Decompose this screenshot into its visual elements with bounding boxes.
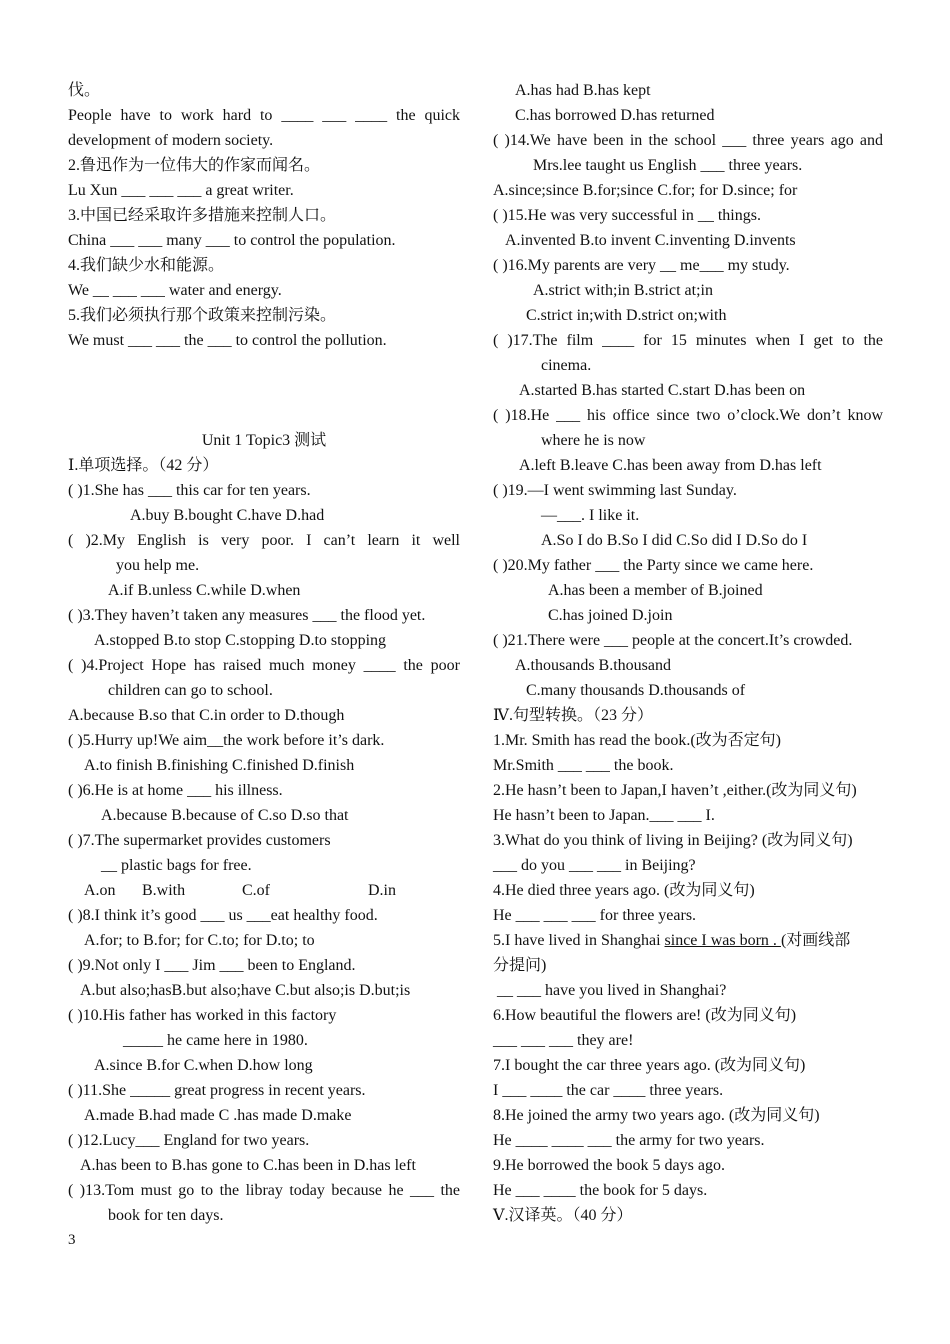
transform-answer: __ ___ have you lived in Shanghai?	[497, 982, 727, 999]
question: ( )17.The film ____ for 15 minutes when I get to the	[493, 332, 883, 349]
question: ( )8.I think it’s good ___ us ___eat healthy food.	[68, 907, 378, 924]
answer-options: C.strict in;with D.strict on;with	[526, 307, 727, 324]
answer-options: A.started B.has started C.start D.has been on	[519, 382, 806, 399]
transform-question: 2.He hasn’t been to Japan,I haven’t ,either.(改为同义句)	[493, 782, 857, 799]
question: ( )21.There were ___ people at the concert.It’s crowded.	[493, 632, 853, 649]
transform-question: 3.What do you think of living in Beijing? (改为同义句)	[493, 832, 853, 849]
transform-answer: ___ do you ___ ___ in Beijing?	[493, 857, 696, 874]
text-line: People have to work hard to ____ ___ ____ the quick	[68, 107, 460, 124]
question: ( )18.He ___ his office since two o’clock.We don’t know	[493, 407, 883, 424]
question: ( )19.—I went swimming last Sunday.	[493, 482, 737, 499]
answer-options: A.since;since B.for;since C.for; for D.since; for	[493, 182, 798, 199]
question-continuation: __ plastic bags for free.	[101, 857, 252, 874]
question: ( )4.Project Hope has raised much money ____ the poor	[68, 657, 460, 674]
question-text: 5.I have lived in Shanghai	[493, 932, 665, 949]
answer-options: A.has been to B.has gone to C.has been in D.has left	[80, 1157, 416, 1174]
question: ( )2.My English is very poor. I can’t learn it well	[68, 532, 460, 549]
question: ( )15.He was very successful in __ things.	[493, 207, 761, 224]
transform-question: 6.How beautiful the flowers are! (改为同义句)	[493, 1007, 797, 1024]
text-line: 4.我们缺少水和能源。	[68, 257, 225, 274]
question-continuation: book for ten days.	[108, 1207, 224, 1224]
question: ( )16.My parents are very __ me___ my study.	[493, 257, 790, 274]
answer-options: C.has joined D.join	[548, 607, 673, 624]
question: ( )14.We have been in the school ___ three years ago and	[493, 132, 883, 149]
transform-question: 4.He died three years ago. (改为同义句)	[493, 882, 755, 899]
question: ( )7.The supermarket provides customers	[68, 832, 331, 849]
answer-options: A.left B.leave C.has been away from D.has left	[519, 457, 822, 474]
option: C.of	[242, 882, 270, 899]
right-column	[493, 78, 883, 1228]
text-line: 3.中国已经采取许多措施来控制人口。	[68, 207, 337, 224]
text-line: 5.我们必须执行那个政策来控制污染。	[68, 307, 337, 324]
answer-options: A.but also;hasB.but also;have C.but also;is D.but;is	[80, 982, 411, 999]
section-heading: Ⅴ.汉译英。（40 分）	[493, 1207, 633, 1224]
answer-options	[68, 878, 460, 903]
text-line: China ___ ___ many ___ to control the population.	[68, 232, 396, 249]
text-line: 2.鲁迅作为一位伟大的作家而闻名。	[68, 157, 321, 174]
transform-question: 7.I bought the car three years ago. (改为同义句)	[493, 1057, 806, 1074]
answer-options: A.has been a member of B.joined	[548, 582, 763, 599]
transform-answer: I ___ ____ the car ____ three years.	[493, 1082, 724, 1099]
question: ( )6.He is at home ___ his illness.	[68, 782, 283, 799]
test-title: Unit 1 Topic3 测试	[201, 432, 327, 449]
question: ( )5.Hurry up!We aim__the work before it’s dark.	[68, 732, 385, 749]
left-column	[68, 78, 460, 1228]
underlined-phrase: since I was born .	[664, 932, 781, 949]
spacer	[68, 353, 460, 428]
answer-options: A.So I do B.So I did C.So did I D.So do I	[541, 532, 808, 549]
question: ( )10.His father has worked in this factory	[68, 1007, 337, 1024]
question-continuation: cinema.	[541, 357, 592, 374]
text-line: 伐。	[68, 82, 101, 99]
answer-options: A.because B.so that C.in order to D.though	[68, 707, 345, 724]
question-continuation: 分提问)	[493, 957, 547, 974]
question: ( )20.My father ___ the Party since we came here.	[493, 557, 814, 574]
option: A.on	[84, 882, 116, 899]
answer-options: C.many thousands D.thousands of	[526, 682, 746, 699]
text-line: We must ___ ___ the ___ to control the pollution.	[68, 332, 387, 349]
text-line: Lu Xun ___ ___ ___ a great writer.	[68, 182, 294, 199]
answer-options: A.strict with;in B.strict at;in	[533, 282, 713, 299]
transform-question: 1.Mr. Smith has read the book.(改为否定句)	[493, 732, 781, 749]
answer-options: A.since B.for C.when D.how long	[94, 1057, 313, 1074]
question-continuation: _____ he came here in 1980.	[123, 1032, 308, 1049]
transform-question	[493, 928, 883, 953]
question-continuation: —___. I like it.	[541, 507, 640, 524]
question: ( )3.They haven’t taken any measures ___ the flood yet.	[68, 607, 426, 624]
answer-options: C.has borrowed D.has returned	[515, 107, 715, 124]
answer-options: A.invented B.to invent C.inventing D.invents	[505, 232, 796, 249]
answer-options: A.buy B.bought C.have D.had	[130, 507, 325, 524]
question: ( )13.Tom must go to the libray today because he ___ the	[68, 1182, 460, 1199]
question-continuation: you help me.	[116, 557, 200, 574]
question-instruction: (对画线部	[780, 932, 851, 949]
question: ( )12.Lucy___ England for two years.	[68, 1132, 310, 1149]
question: ( )1.She has ___ this car for ten years.	[68, 482, 311, 499]
section-heading: Ⅰ.单项选择。（42 分）	[68, 457, 219, 474]
answer-options: A.stopped B.to stop C.stopping D.to stopping	[94, 632, 387, 649]
text-line: We __ ___ ___ water and energy.	[68, 282, 282, 299]
answer-options: A.if B.unless C.while D.when	[108, 582, 301, 599]
page-number: 3	[68, 1232, 76, 1248]
question-continuation: children can go to school.	[108, 682, 273, 699]
transform-question: 8.He joined the army two years ago. (改为同义句)	[493, 1107, 820, 1124]
question-continuation: Mrs.lee taught us English ___ three years.	[533, 157, 803, 174]
answer-options: A.because B.because of C.so D.so that	[101, 807, 349, 824]
answer-options: A.thousands B.thousand	[515, 657, 671, 674]
transform-answer: He ___ ____ the book for 5 days.	[493, 1182, 708, 1199]
transform-answer: He ___ ___ ___ for three years.	[493, 907, 697, 924]
question: ( )9.Not only I ___ Jim ___ been to England.	[68, 957, 356, 974]
transform-question: 9.He borrowed the book 5 days ago.	[493, 1157, 725, 1174]
transform-answer: He hasn’t been to Japan.___ ___ I.	[493, 807, 715, 824]
transform-answer: He ____ ____ ___ the army for two years.	[493, 1132, 765, 1149]
question-continuation: where he is now	[541, 432, 646, 449]
answer-options: A.for; to B.for; for C.to; for D.to; to	[84, 932, 315, 949]
option: B.with	[142, 882, 186, 899]
answer-options: A.to finish B.finishing C.finished D.finish	[84, 757, 355, 774]
answer-options: A.has had B.has kept	[515, 82, 651, 99]
text-line: development of modern society.	[68, 132, 274, 149]
question: ( )11.She _____ great progress in recent years.	[68, 1082, 366, 1099]
answer-options: A.made B.had made C .has made D.make	[84, 1107, 352, 1124]
transform-answer: ___ ___ ___ they are!	[493, 1032, 634, 1049]
section-heading: Ⅳ.句型转换。（23 分）	[493, 707, 653, 724]
transform-answer: Mr.Smith ___ ___ the book.	[493, 757, 674, 774]
option: D.in	[368, 882, 396, 899]
